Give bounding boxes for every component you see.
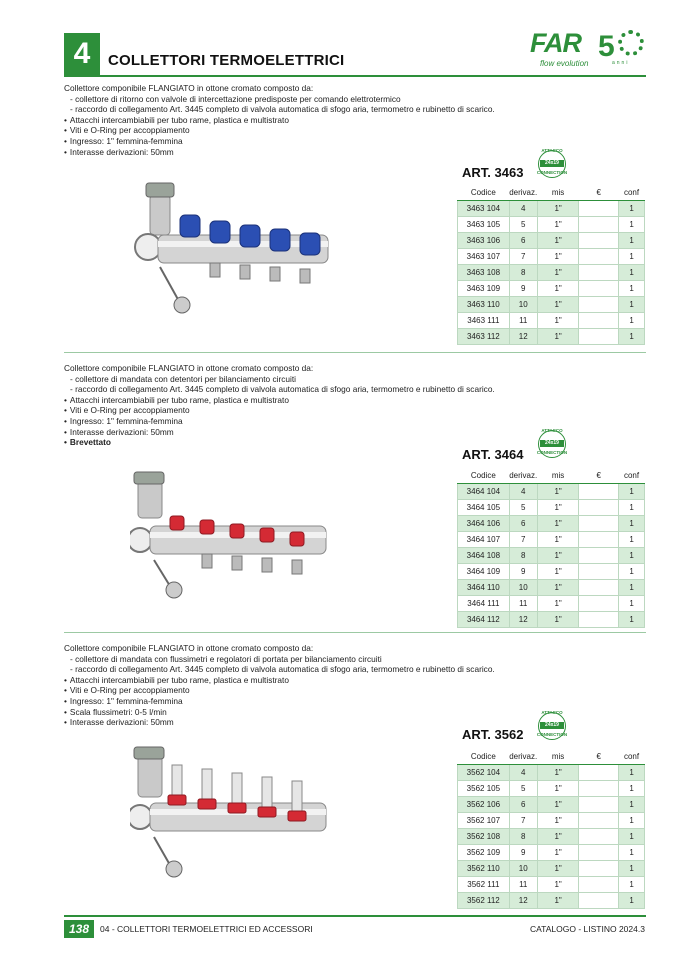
cell-derivaz: 10 — [509, 860, 537, 876]
cell-conf: 1 — [619, 280, 645, 296]
cell-derivaz: 8 — [509, 547, 537, 563]
description-line: - collettore di mandata con flussimetri e regolatori di portata per bilanciamento circuiti — [70, 653, 382, 664]
cell-price — [579, 547, 619, 563]
cell-price — [579, 515, 619, 531]
cell-codice: 3562 110 — [458, 860, 510, 876]
col-mis: mis — [537, 469, 579, 483]
cell-codice: 3464 106 — [458, 515, 510, 531]
cell-price — [579, 232, 619, 248]
col-derivaz: derivaz. — [509, 750, 537, 764]
table-row — [458, 876, 645, 892]
col-conf: conf — [619, 750, 645, 764]
cell-conf: 1 — [619, 547, 645, 563]
section-divider — [64, 352, 646, 353]
feature-bullet: • Viti e O-Ring per accoppiamento — [64, 125, 534, 136]
cell-conf: 1 — [619, 812, 645, 828]
table-row — [458, 264, 645, 280]
cell-conf: 1 — [619, 892, 645, 908]
cell-codice: 3464 110 — [458, 579, 510, 595]
col-price: € — [579, 469, 619, 483]
cell-derivaz: 5 — [509, 216, 537, 232]
table-row — [458, 812, 645, 828]
cell-mis: 1" — [537, 796, 579, 812]
badge-top: ATTACCO — [541, 428, 563, 433]
cell-mis: 1" — [537, 280, 579, 296]
feature-bullet: • Viti e O-Ring per accoppiamento — [64, 685, 534, 696]
cell-conf: 1 — [619, 296, 645, 312]
cell-mis: 1" — [537, 531, 579, 547]
table-row — [458, 595, 645, 611]
badge-mid: 24x19 — [540, 160, 564, 167]
cell-codice: 3464 109 — [458, 563, 510, 579]
cell-codice: 3562 109 — [458, 844, 510, 860]
cell-mis: 1" — [537, 232, 579, 248]
cell-conf: 1 — [619, 780, 645, 796]
cell-mis: 1" — [537, 780, 579, 796]
col-codice: Codice — [458, 750, 510, 764]
cell-codice: 3463 111 — [458, 312, 510, 328]
cell-conf: 1 — [619, 860, 645, 876]
cell-derivaz: 5 — [509, 780, 537, 796]
cell-mis: 1" — [537, 547, 579, 563]
col-codice: Codice — [458, 469, 510, 483]
description-line: - raccordo di collegamento Art. 3445 completo di valvola automatica di sfogo aria, termometro e rubinetto di scarico. — [70, 104, 495, 115]
cell-codice: 3562 111 — [458, 876, 510, 892]
cell-price — [579, 892, 619, 908]
cell-conf: 1 — [619, 483, 645, 499]
badge-bot: CONNECTION — [536, 170, 568, 175]
cell-codice: 3464 111 — [458, 595, 510, 611]
cell-price — [579, 531, 619, 547]
manifold-3562-image — [130, 745, 330, 885]
cell-mis: 1" — [537, 892, 579, 908]
cell-price — [579, 780, 619, 796]
table-row — [458, 483, 645, 499]
cell-derivaz: 4 — [509, 483, 537, 499]
page-number: 138 — [64, 920, 94, 938]
description-intro: Collettore componibile FLANGIATO in ottone cromato composto da: — [64, 643, 314, 653]
cell-price — [579, 595, 619, 611]
table-row — [458, 579, 645, 595]
table-row — [458, 860, 645, 876]
cell-conf: 1 — [619, 499, 645, 515]
cell-price — [579, 844, 619, 860]
cell-derivaz: 12 — [509, 328, 537, 344]
cell-price — [579, 828, 619, 844]
badge-top: ATTACCO — [541, 148, 563, 153]
cell-price — [579, 200, 619, 216]
table-row — [458, 232, 645, 248]
article-title: ART. 3562 — [462, 727, 524, 742]
chapter-title: COLLETTORI TERMOELETTRICI — [108, 52, 345, 69]
manifold-3463-image — [130, 175, 330, 315]
product-description — [64, 643, 534, 728]
cell-mis: 1" — [537, 499, 579, 515]
cell-mis: 1" — [537, 264, 579, 280]
cell-codice: 3463 104 — [458, 200, 510, 216]
col-derivaz: derivaz. — [509, 186, 537, 200]
cell-conf: 1 — [619, 312, 645, 328]
attacco-connection-badge — [536, 428, 568, 460]
cell-conf: 1 — [619, 563, 645, 579]
cell-derivaz: 10 — [509, 296, 537, 312]
footer-chapter: 04 - COLLETTORI TERMOELETTRICI ED ACCESSORI — [100, 924, 313, 934]
cell-derivaz: 11 — [509, 312, 537, 328]
cell-conf: 1 — [619, 876, 645, 892]
cell-mis: 1" — [537, 248, 579, 264]
cell-conf: 1 — [619, 328, 645, 344]
cell-codice: 3463 105 — [458, 216, 510, 232]
header-divider — [64, 75, 646, 77]
price-table-3464 — [457, 469, 645, 628]
cell-mis: 1" — [537, 563, 579, 579]
table-row — [458, 780, 645, 796]
cell-price — [579, 296, 619, 312]
col-codice: Codice — [458, 186, 510, 200]
cell-codice: 3463 106 — [458, 232, 510, 248]
cell-price — [579, 611, 619, 627]
col-mis: mis — [537, 186, 579, 200]
cell-price — [579, 764, 619, 780]
table-row — [458, 796, 645, 812]
cell-price — [579, 796, 619, 812]
feature-bullet: • Ingresso: 1" femmina-femmina — [64, 696, 534, 707]
cell-price — [579, 499, 619, 515]
col-derivaz: derivaz. — [509, 469, 537, 483]
feature-bullet: • Attacchi intercambiabili per tubo rame, plastica e multistrato — [64, 675, 534, 686]
feature-bullet: • Scala flussimetri: 0-5 l/min — [64, 707, 534, 718]
table-row — [458, 280, 645, 296]
col-price: € — [579, 750, 619, 764]
cell-mis: 1" — [537, 312, 579, 328]
chapter-number: 4 — [64, 33, 100, 75]
logo-wordmark: FAR — [530, 28, 581, 58]
cell-mis: 1" — [537, 515, 579, 531]
manifold-3464-image — [130, 468, 330, 608]
cell-price — [579, 264, 619, 280]
table-row — [458, 248, 645, 264]
cell-price — [579, 483, 619, 499]
cell-mis: 1" — [537, 579, 579, 595]
attacco-connection-badge — [536, 710, 568, 742]
cell-mis: 1" — [537, 216, 579, 232]
feature-bullet: • Attacchi intercambiabili per tubo rame, plastica e multistrato — [64, 395, 534, 406]
cell-price — [579, 312, 619, 328]
table-row — [458, 200, 645, 216]
cell-mis: 1" — [537, 296, 579, 312]
table-row — [458, 547, 645, 563]
feature-bullet: • Interasse derivazioni: 50mm — [64, 717, 534, 728]
cell-derivaz: 7 — [509, 531, 537, 547]
cell-codice: 3562 105 — [458, 780, 510, 796]
section-divider — [64, 632, 646, 633]
feature-bullet-patented: • Brevettato — [64, 437, 534, 448]
page-header — [0, 0, 678, 80]
attacco-connection-badge — [536, 148, 568, 180]
cell-codice: 3562 108 — [458, 828, 510, 844]
cell-conf: 1 — [619, 248, 645, 264]
description-line: - collettore di ritorno con valvole di intercettazione predisposte per comando elettrotermico — [70, 93, 401, 104]
logo-tagline: flow evolution — [540, 59, 589, 68]
cell-mis: 1" — [537, 860, 579, 876]
cell-mis: 1" — [537, 844, 579, 860]
table-row — [458, 563, 645, 579]
col-price: € — [579, 186, 619, 200]
cell-derivaz: 9 — [509, 844, 537, 860]
col-conf: conf — [619, 186, 645, 200]
badge-bot: CONNECTION — [536, 450, 568, 455]
table-row — [458, 844, 645, 860]
table-row — [458, 216, 645, 232]
feature-bullet: • Viti e O-Ring per accoppiamento — [64, 405, 534, 416]
table-row — [458, 892, 645, 908]
description-intro: Collettore componibile FLANGIATO in ottone cromato composto da: — [64, 363, 314, 373]
cell-derivaz: 7 — [509, 248, 537, 264]
cell-price — [579, 216, 619, 232]
feature-bullet: • Interasse derivazioni: 50mm — [64, 427, 534, 438]
cell-codice: 3464 105 — [458, 499, 510, 515]
cell-conf: 1 — [619, 264, 645, 280]
cell-mis: 1" — [537, 200, 579, 216]
cell-conf: 1 — [619, 796, 645, 812]
table-row — [458, 828, 645, 844]
cell-mis: 1" — [537, 812, 579, 828]
cell-mis: 1" — [537, 828, 579, 844]
description-line: - raccordo di collegamento Art. 3445 completo di valvola automatica di sfogo aria, termometro e rubinetto di scarico. — [70, 664, 495, 675]
cell-conf: 1 — [619, 515, 645, 531]
description-line: - collettore di mandata con detentori per bilanciamento circuiti — [70, 373, 296, 384]
cell-codice: 3464 112 — [458, 611, 510, 627]
cell-price — [579, 248, 619, 264]
price-table-3562 — [457, 750, 645, 909]
cell-codice: 3463 109 — [458, 280, 510, 296]
badge-mid: 24x19 — [540, 722, 564, 729]
cell-derivaz: 9 — [509, 563, 537, 579]
cell-price — [579, 876, 619, 892]
cell-price — [579, 280, 619, 296]
description-intro: Collettore componibile FLANGIATO in ottone cromato composto da: — [64, 83, 314, 93]
cell-codice: 3464 108 — [458, 547, 510, 563]
feature-bullet: • Ingresso: 1" femmina-femmina — [64, 416, 534, 427]
cell-codice: 3562 106 — [458, 796, 510, 812]
cell-codice: 3562 107 — [458, 812, 510, 828]
table-row — [458, 312, 645, 328]
cell-codice: 3562 104 — [458, 764, 510, 780]
cell-conf: 1 — [619, 232, 645, 248]
cell-derivaz: 6 — [509, 232, 537, 248]
col-conf: conf — [619, 469, 645, 483]
cell-conf: 1 — [619, 764, 645, 780]
cell-derivaz: 7 — [509, 812, 537, 828]
cell-codice: 3463 110 — [458, 296, 510, 312]
cell-derivaz: 5 — [509, 499, 537, 515]
cell-derivaz: 6 — [509, 796, 537, 812]
badge-bot: CONNECTION — [536, 732, 568, 737]
cell-mis: 1" — [537, 595, 579, 611]
cell-mis: 1" — [537, 483, 579, 499]
cell-derivaz: 8 — [509, 828, 537, 844]
feature-bullet: • Attacchi intercambiabili per tubo rame, plastica e multistrato — [64, 115, 534, 126]
product-description — [64, 83, 534, 157]
table-row — [458, 531, 645, 547]
logo-anni: anni — [612, 60, 630, 66]
footer-divider — [64, 915, 646, 917]
cell-codice: 3562 112 — [458, 892, 510, 908]
cell-codice: 3463 107 — [458, 248, 510, 264]
price-table-3463 — [457, 186, 645, 345]
feature-bullet: • Interasse derivazioni: 50mm — [64, 147, 534, 158]
badge-mid: 24x19 — [540, 440, 564, 447]
cell-conf: 1 — [619, 579, 645, 595]
table-row — [458, 499, 645, 515]
cell-mis: 1" — [537, 764, 579, 780]
article-title: ART. 3463 — [462, 165, 524, 180]
cell-derivaz: 4 — [509, 764, 537, 780]
feature-bullet: • Ingresso: 1" femmina-femmina — [64, 136, 534, 147]
cell-conf: 1 — [619, 531, 645, 547]
cell-price — [579, 579, 619, 595]
cell-conf: 1 — [619, 595, 645, 611]
cell-derivaz: 6 — [509, 515, 537, 531]
table-row — [458, 515, 645, 531]
cell-derivaz: 12 — [509, 611, 537, 627]
cell-derivaz: 9 — [509, 280, 537, 296]
cell-codice: 3464 107 — [458, 531, 510, 547]
cell-derivaz: 11 — [509, 876, 537, 892]
table-row — [458, 328, 645, 344]
logo-five: 5 — [598, 30, 615, 63]
cell-mis: 1" — [537, 328, 579, 344]
far-logo — [524, 26, 648, 72]
product-description — [64, 363, 534, 448]
col-mis: mis — [537, 750, 579, 764]
cell-conf: 1 — [619, 611, 645, 627]
cell-derivaz: 11 — [509, 595, 537, 611]
table-row — [458, 296, 645, 312]
cell-conf: 1 — [619, 844, 645, 860]
cell-derivaz: 8 — [509, 264, 537, 280]
cell-mis: 1" — [537, 876, 579, 892]
table-row — [458, 764, 645, 780]
cell-conf: 1 — [619, 828, 645, 844]
cell-price — [579, 563, 619, 579]
cell-mis: 1" — [537, 611, 579, 627]
cell-conf: 1 — [619, 200, 645, 216]
cell-codice: 3463 112 — [458, 328, 510, 344]
cell-price — [579, 812, 619, 828]
article-title: ART. 3464 — [462, 447, 524, 462]
cell-derivaz: 4 — [509, 200, 537, 216]
cell-price — [579, 860, 619, 876]
gear-icon — [618, 30, 644, 56]
cell-derivaz: 12 — [509, 892, 537, 908]
cell-price — [579, 328, 619, 344]
cell-codice: 3463 108 — [458, 264, 510, 280]
badge-top: ATTACCO — [541, 710, 563, 715]
description-line: - raccordo di collegamento Art. 3445 completo di valvola automatica di sfogo aria, termometro e rubinetto di scarico. — [70, 384, 495, 395]
cell-derivaz: 10 — [509, 579, 537, 595]
cell-codice: 3464 104 — [458, 483, 510, 499]
footer-catalog: CATALOGO - LISTINO 2024.3 — [530, 924, 645, 934]
table-row — [458, 611, 645, 627]
cell-conf: 1 — [619, 216, 645, 232]
